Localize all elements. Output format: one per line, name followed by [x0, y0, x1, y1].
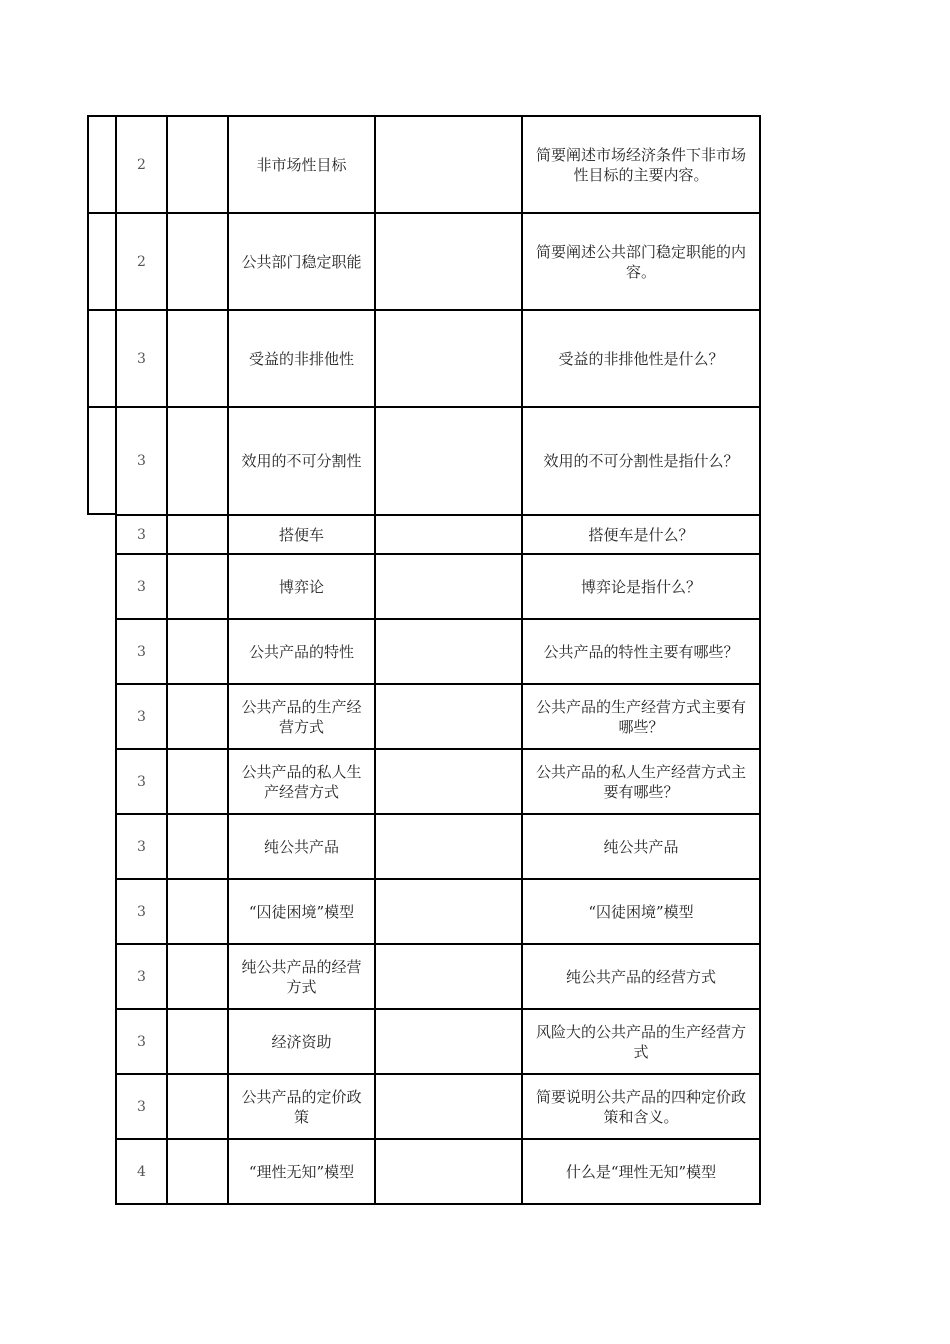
level-cell: 3	[116, 814, 167, 879]
question-cell: 纯公共产品	[522, 814, 760, 879]
question-cell: 公共产品的特性主要有哪些？	[522, 619, 760, 684]
table-row	[116, 1139, 760, 1204]
level-cell: 3	[116, 1074, 167, 1139]
term-cell: 非市场性目标	[228, 116, 375, 213]
left-column-cell	[87, 212, 115, 309]
question-cell: 纯公共产品的经营方式	[522, 944, 760, 1009]
empty-cell	[167, 310, 228, 407]
question-cell: 公共产品的私人生产经营方式主要有哪些？	[522, 749, 760, 814]
table-row	[116, 554, 760, 619]
empty-cell	[167, 554, 228, 619]
level-cell: 2	[116, 213, 167, 310]
empty-cell	[375, 310, 522, 407]
table-row	[116, 879, 760, 944]
empty-cell	[375, 944, 522, 1009]
empty-cell	[375, 1139, 522, 1204]
left-column-cell	[87, 309, 115, 406]
empty-cell	[167, 407, 228, 515]
table-row	[116, 1009, 760, 1074]
level-cell: 2	[116, 116, 167, 213]
term-cell: 经济资助	[228, 1009, 375, 1074]
level-cell: 3	[116, 554, 167, 619]
level-cell: 3	[116, 879, 167, 944]
level-cell: 3	[116, 619, 167, 684]
question-cell: “囚徒困境”模型	[522, 879, 760, 944]
table-row	[116, 619, 760, 684]
level-cell: 3	[116, 407, 167, 515]
empty-cell	[375, 879, 522, 944]
term-cell: 公共产品的定价政策	[228, 1074, 375, 1139]
empty-cell	[167, 1139, 228, 1204]
term-cell: 公共产品的私人生产经营方式	[228, 749, 375, 814]
table-row	[116, 814, 760, 879]
table-row	[116, 213, 760, 310]
question-cell: 简要阐述市场经济条件下非市场性目标的主要内容。	[522, 116, 760, 213]
question-cell: 博弈论是指什么？	[522, 554, 760, 619]
empty-cell	[167, 213, 228, 310]
term-cell: 受益的非排他性	[228, 310, 375, 407]
table-row	[116, 684, 760, 749]
question-cell: 风险大的公共产品的生产经营方式	[522, 1009, 760, 1074]
term-cell: 效用的不可分割性	[228, 407, 375, 515]
level-cell: 3	[116, 749, 167, 814]
table-row	[116, 1074, 760, 1139]
empty-cell	[167, 814, 228, 879]
empty-cell	[167, 879, 228, 944]
empty-cell	[167, 1009, 228, 1074]
level-cell: 3	[116, 515, 167, 554]
empty-cell	[167, 619, 228, 684]
empty-cell	[375, 515, 522, 554]
term-cell: 博弈论	[228, 554, 375, 619]
empty-cell	[167, 684, 228, 749]
question-cell: 公共产品的生产经营方式主要有哪些？	[522, 684, 760, 749]
term-cell: “囚徒困境”模型	[228, 879, 375, 944]
level-cell: 3	[116, 310, 167, 407]
level-cell: 3	[116, 684, 167, 749]
empty-cell	[375, 1074, 522, 1139]
level-cell: 3	[116, 1009, 167, 1074]
question-cell: 搭便车是什么？	[522, 515, 760, 554]
empty-cell	[375, 684, 522, 749]
question-cell: 受益的非排他性是什么？	[522, 310, 760, 407]
empty-cell	[167, 116, 228, 213]
level-cell: 4	[116, 1139, 167, 1204]
table-row	[116, 515, 760, 554]
question-cell: 简要说明公共产品的四种定价政策和含义。	[522, 1074, 760, 1139]
empty-cell	[375, 619, 522, 684]
empty-cell	[375, 213, 522, 310]
term-cell: 搭便车	[228, 515, 375, 554]
table-row	[116, 944, 760, 1009]
term-cell: 公共部门稳定职能	[228, 213, 375, 310]
empty-cell	[167, 1074, 228, 1139]
left-column-cell	[87, 115, 115, 212]
question-cell: 效用的不可分割性是指什么？	[522, 407, 760, 515]
question-cell: 什么是“理性无知”模型	[522, 1139, 760, 1204]
term-cell: “理性无知”模型	[228, 1139, 375, 1204]
term-cell: 公共产品的特性	[228, 619, 375, 684]
term-cell: 纯公共产品的经营方式	[228, 944, 375, 1009]
empty-cell	[167, 749, 228, 814]
empty-cell	[167, 515, 228, 554]
table-row	[116, 407, 760, 515]
term-cell: 纯公共产品	[228, 814, 375, 879]
empty-cell	[375, 407, 522, 515]
table-row	[116, 116, 760, 213]
table-row	[116, 310, 760, 407]
empty-cell	[375, 554, 522, 619]
term-cell: 公共产品的生产经营方式	[228, 684, 375, 749]
question-cell: 简要阐述公共部门稳定职能的内容。	[522, 213, 760, 310]
left-column-cell	[87, 406, 115, 515]
question-table	[115, 115, 761, 1205]
level-cell: 3	[116, 944, 167, 1009]
empty-cell	[375, 749, 522, 814]
empty-cell	[375, 116, 522, 213]
table-row	[116, 749, 760, 814]
empty-cell	[375, 814, 522, 879]
empty-cell	[167, 944, 228, 1009]
empty-cell	[375, 1009, 522, 1074]
